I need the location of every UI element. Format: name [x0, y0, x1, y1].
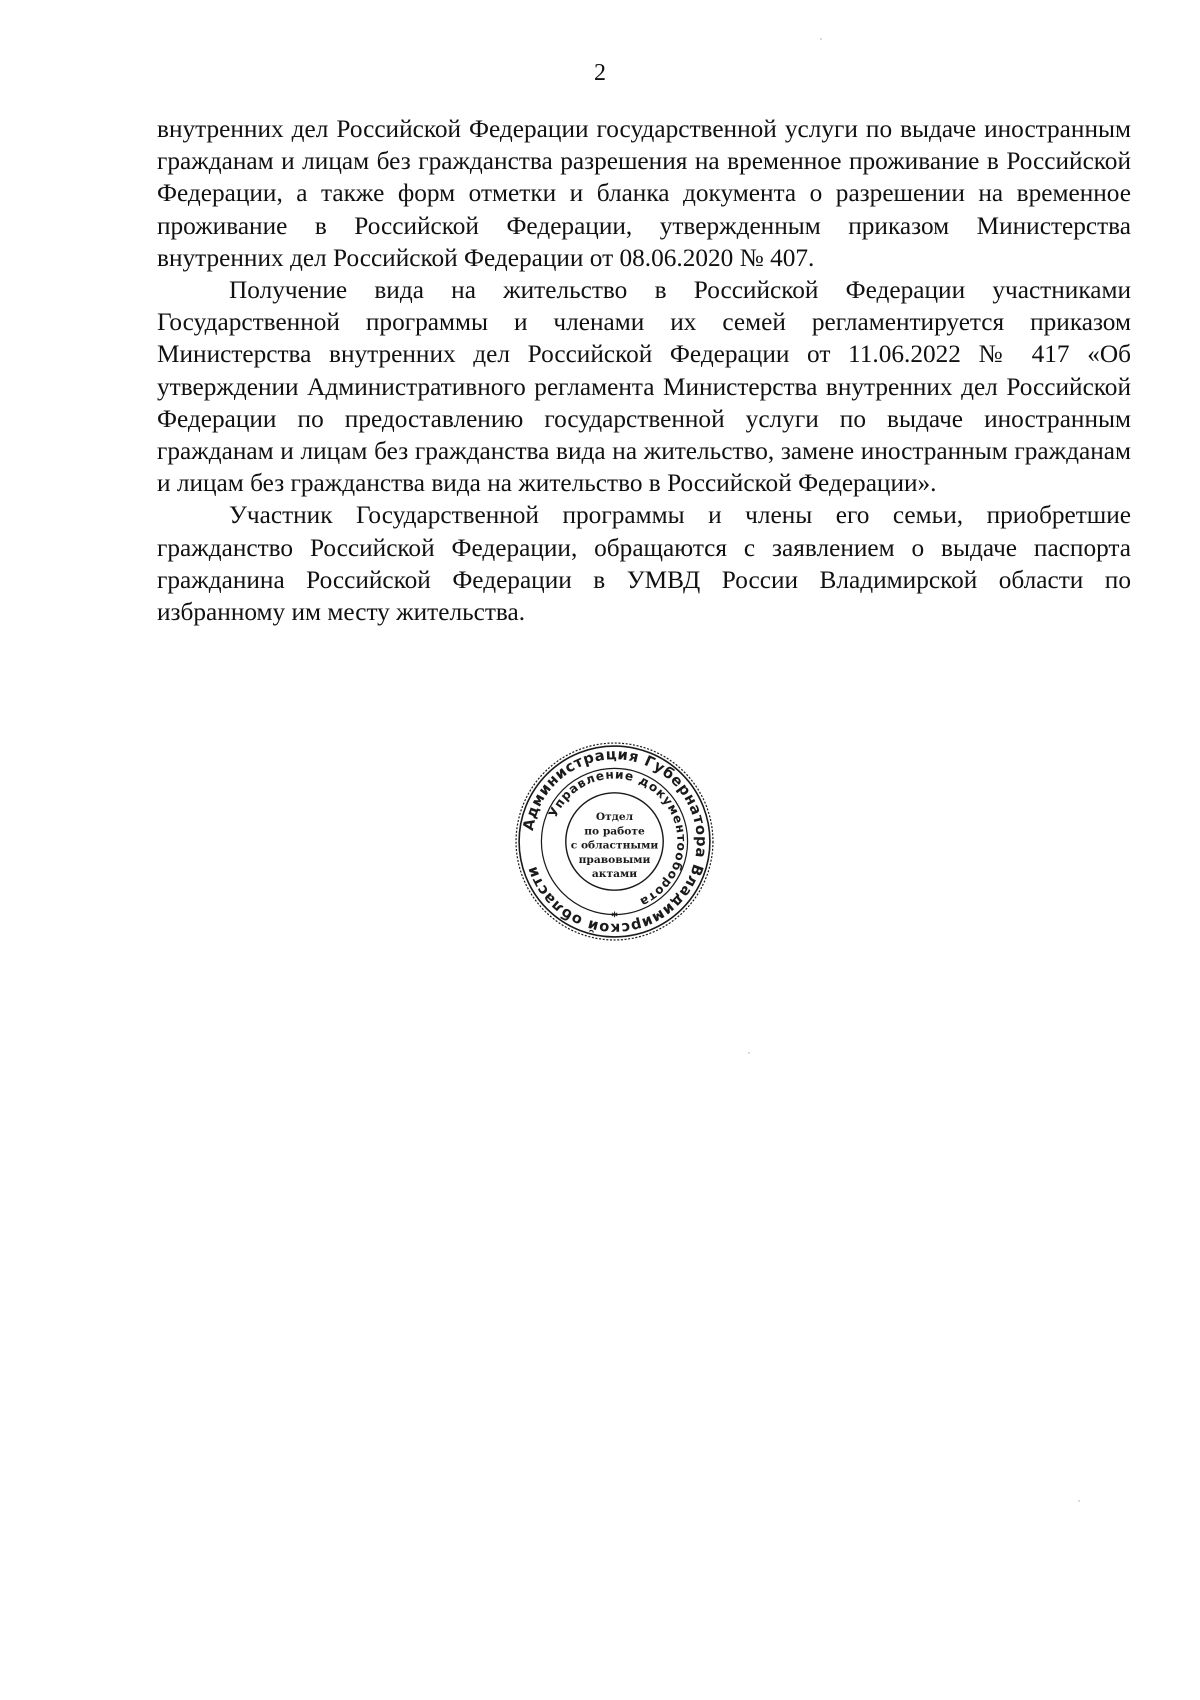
- seal-graphic: [513, 740, 716, 943]
- document-body: [157, 113, 1131, 628]
- seal-center-line: Отдел: [595, 810, 634, 824]
- seal-star: *: [611, 909, 618, 924]
- paragraph-passport: Участник Государственной программы и члены его семьи, приобретшие гражданство Российской Федерации, обращаются с заявлением о выдаче паспорта гражданина Российской Федерации в УМВД России Владимирской области по избранному им месту жительства.: [157, 501, 1131, 627]
- seal-inner-text: Управление документооборота: [545, 767, 689, 910]
- official-seal-stamp: [513, 740, 716, 943]
- scan-speck: [820, 38, 822, 40]
- scan-speck: [1078, 1500, 1080, 1502]
- seal-center-line: с областными: [570, 838, 659, 852]
- page-number: 2: [594, 60, 606, 86]
- seal-center-line: правовыми: [578, 852, 651, 866]
- paragraph-residence-permit: Получение вида на жительство в Российской Федерации участниками Государственной программы и членами их семей регламентируется приказом Министерства внутренних дел Российской Федерации от 11.06.2022 № 417 «Об утверждении Административного регламента Министерства внутренних дел Российской Федерации по предоставлению государственной услуги по выдаче иностранным гражданам и лицам без гражданства вида на жительство, замене иностранным гражданам и лицам без гражданства вида на жительство в Российской Федерации».: [157, 276, 1131, 498]
- paragraph-continuation: внутренних дел Российской Федерации государственной услуги по выдаче иностранным гражданам и лицам без гражданства разрешения на временное проживание в Российской Федерации, а также форм отметки и бланка документа о разрешении на временное проживание в Российской Федерации, утвержденным приказом Министерства внутренних дел Российской Федерации от 08.06.2020 № 407.: [157, 115, 1131, 272]
- seal-center-line: актами: [591, 867, 638, 881]
- seal-outer-text: Администрация Губернатора Владимирской области: [519, 746, 710, 937]
- seal-center-line: по работе: [584, 824, 645, 838]
- seal-center-text: [571, 810, 659, 880]
- scan-speck: [748, 1052, 750, 1054]
